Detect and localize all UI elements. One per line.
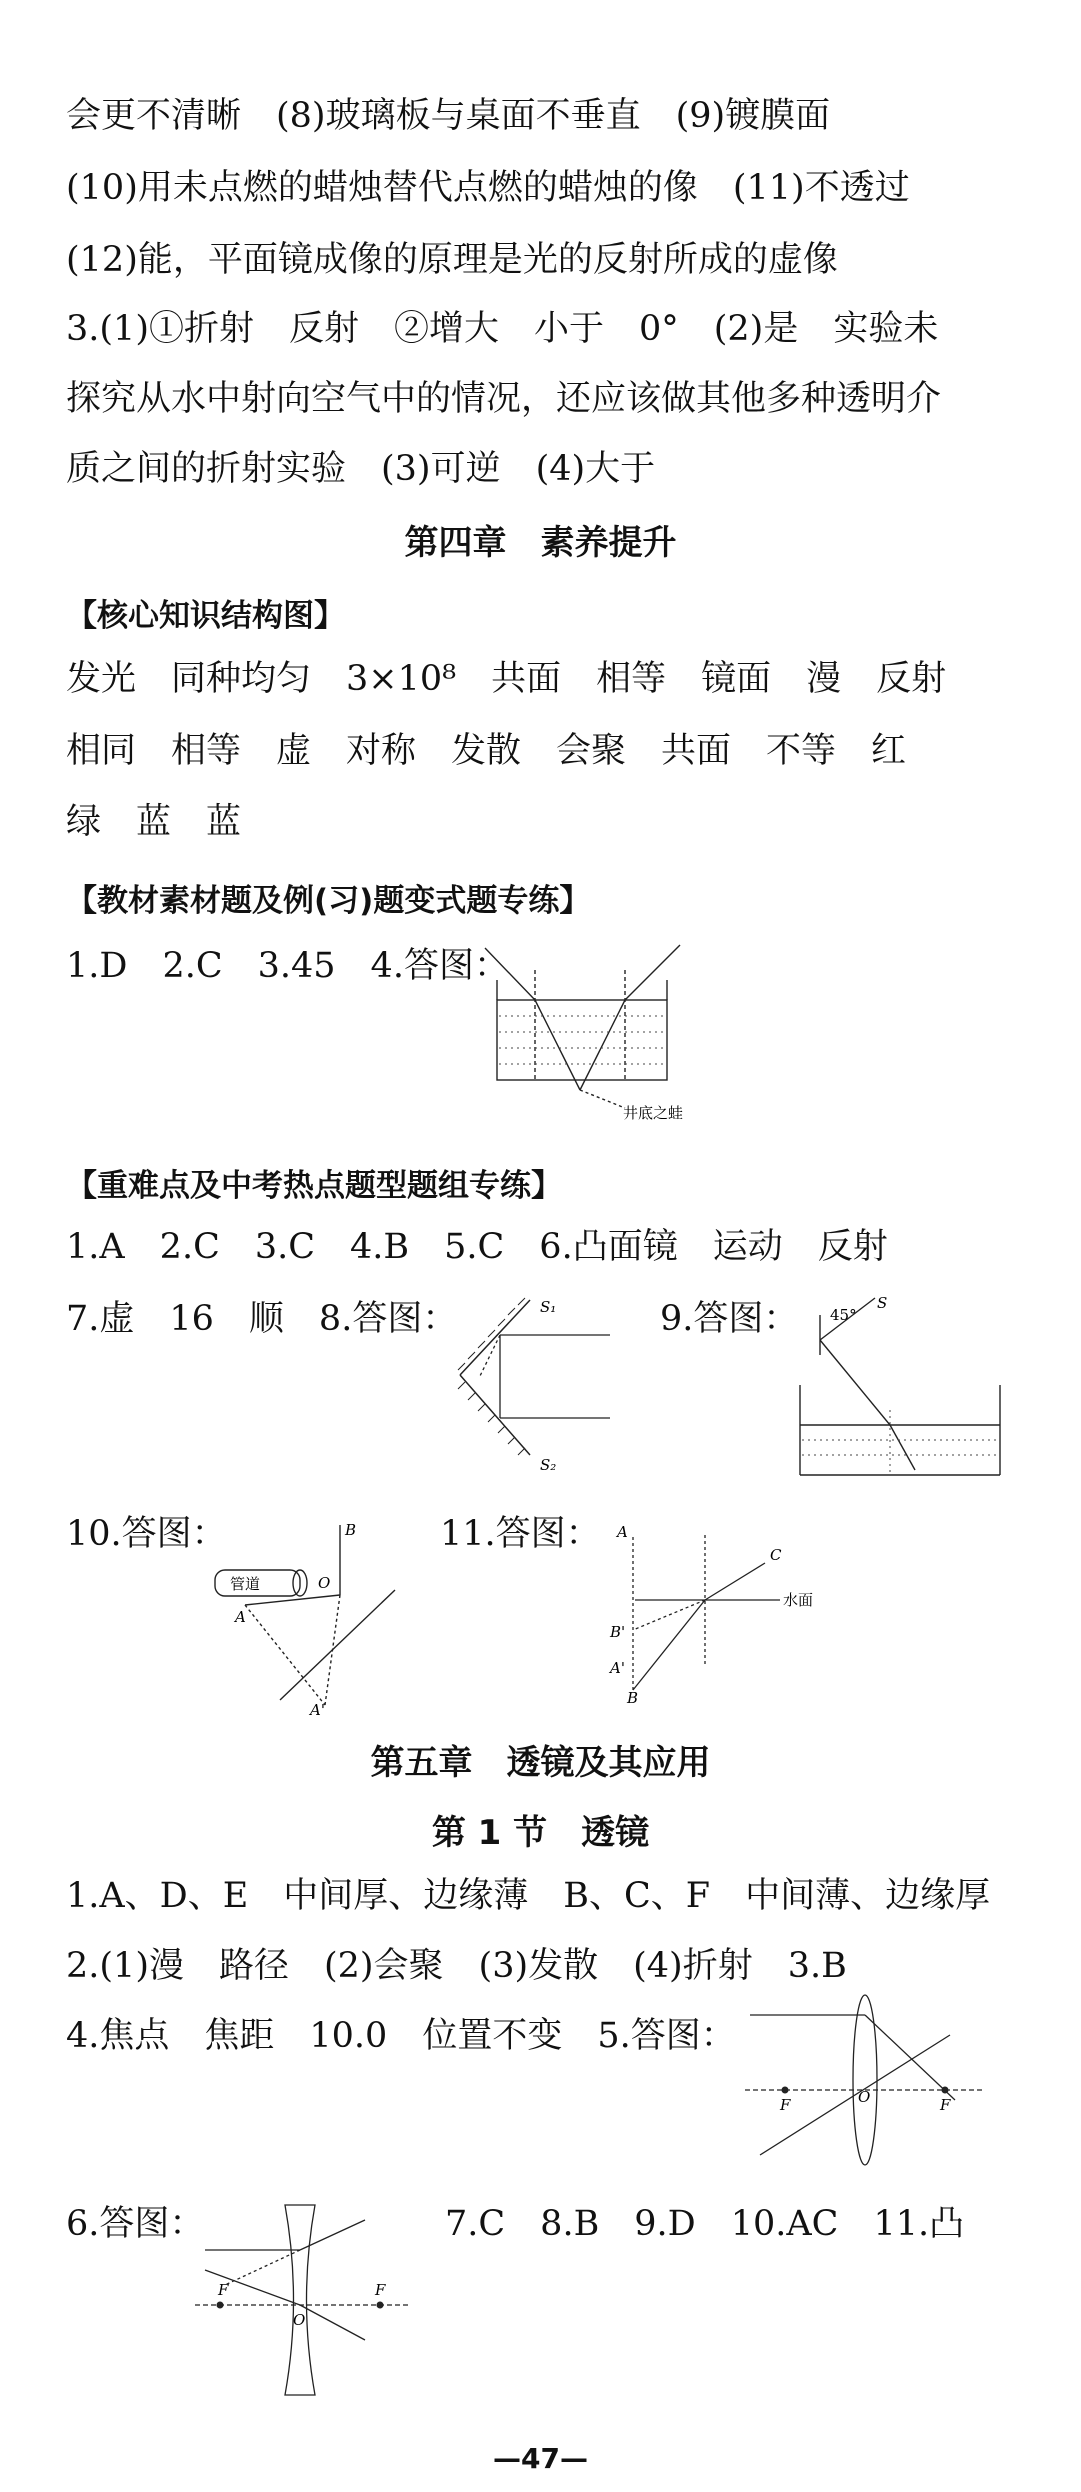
answer-line: 7.虚 16 顺 8.答图： bbox=[66, 1299, 458, 1339]
answer-line: 4.焦点 焦距 10.0 位置不变 5.答图： bbox=[66, 2016, 736, 2056]
fig6-f1: F bbox=[218, 2281, 229, 2299]
answer-line: 发光 同种均匀 3×10⁸ 共面 相等 镜面 漫 反射 bbox=[66, 659, 947, 699]
figure-corner-mirrors bbox=[440, 1290, 620, 1480]
fig11-c: C bbox=[770, 1546, 782, 1564]
fig8-s1: S₁ bbox=[540, 1298, 557, 1316]
section-heading: 【核心知识结构图】 bbox=[66, 598, 345, 634]
section-heading: 【重难点及中考热点题型题组专练】 bbox=[66, 1168, 562, 1204]
answer-line: 6.答图： bbox=[66, 2204, 205, 2244]
answer-line: (10)用未点燃的蜡烛替代点燃的蜡烛的像 (11)不透过 bbox=[66, 168, 910, 208]
answer-line: 1.D 2.C 3.45 4.答图： bbox=[66, 946, 509, 986]
fig10-pipe: 管道 bbox=[230, 1575, 261, 1593]
answer-line: 1.A、D、E 中间厚、边缘薄 B、C、F 中间薄、边缘厚 bbox=[66, 1876, 991, 1916]
answer-line: 2.(1)漫 路径 (2)会聚 (3)发散 (4)折射 3.B bbox=[66, 1946, 847, 1986]
fig11-a2: A' bbox=[610, 1659, 625, 1677]
figure-concave-lens bbox=[190, 2195, 415, 2405]
fig9-angle: 45° bbox=[830, 1306, 857, 1324]
fig9-s: S bbox=[877, 1294, 888, 1312]
figure-water-surface bbox=[605, 1523, 830, 1707]
fig10-a2: A' bbox=[310, 1701, 325, 1719]
fig10-a: A bbox=[235, 1608, 246, 1626]
section-heading: 【教材素材题及例(习)题变式题专练】 bbox=[66, 883, 591, 919]
answer-line: 1.A 2.C 3.C 4.B 5.C 6.凸面镜 运动 反射 bbox=[66, 1227, 888, 1267]
answer-line: 探究从水中射向空气中的情况，还应该做其他多种透明介 bbox=[66, 379, 942, 419]
answer-line: 9.答图： bbox=[660, 1299, 799, 1339]
figure-mirror-water bbox=[795, 1290, 1010, 1485]
answer-line: (12)能，平面镜成像的原理是光的反射所成的虚像 bbox=[66, 240, 838, 280]
chapter-title: 第五章 透镜及其应用 bbox=[370, 1743, 711, 1783]
page-number: —47— bbox=[493, 2442, 588, 2475]
figure-pipe bbox=[200, 1510, 420, 1719]
fig10-b: B bbox=[345, 1521, 357, 1539]
fig6-f2: F bbox=[375, 2281, 386, 2299]
section-title: 第 1 节 透镜 bbox=[431, 1813, 650, 1853]
fig11-b: B bbox=[627, 1689, 639, 1707]
answer-line: 会更不清晰 (8)玻璃板与桌面不垂直 (9)镀膜面 bbox=[66, 96, 831, 136]
fig10-o: O bbox=[318, 1574, 331, 1592]
fig5-f1: F bbox=[780, 2096, 791, 2114]
fig5-o: O bbox=[858, 2088, 871, 2106]
fig6-o: O bbox=[293, 2311, 306, 2329]
answer-line: 10.答图： bbox=[66, 1514, 227, 1554]
answer-line: 7.C 8.B 9.D 10.AC 11.凸 bbox=[445, 2204, 965, 2244]
chapter-title: 第四章 素养提升 bbox=[404, 523, 677, 563]
fig8-s2: S₂ bbox=[540, 1456, 557, 1474]
answer-line: 11.答图： bbox=[440, 1514, 601, 1554]
answer-line: 相同 相等 虚 对称 发散 会聚 共面 不等 红 bbox=[66, 731, 907, 771]
answer-line: 质之间的折射实验 (3)可逆 (4)大于 bbox=[66, 449, 656, 489]
fig11-b2: B' bbox=[610, 1623, 626, 1641]
figure-well-frog bbox=[485, 940, 735, 1125]
fig11-water: 水面 bbox=[783, 1591, 814, 1609]
fig4-label: 井底之蛙 bbox=[623, 1104, 684, 1122]
fig11-a: A bbox=[617, 1523, 628, 1541]
fig5-f2: F bbox=[940, 2096, 951, 2114]
figure-convex-lens bbox=[740, 1990, 990, 2170]
answer-line: 3.(1)①折射 反射 ②增大 小于 0° (2)是 实验未 bbox=[66, 309, 939, 349]
answer-line: 绿 蓝 蓝 bbox=[66, 802, 242, 842]
